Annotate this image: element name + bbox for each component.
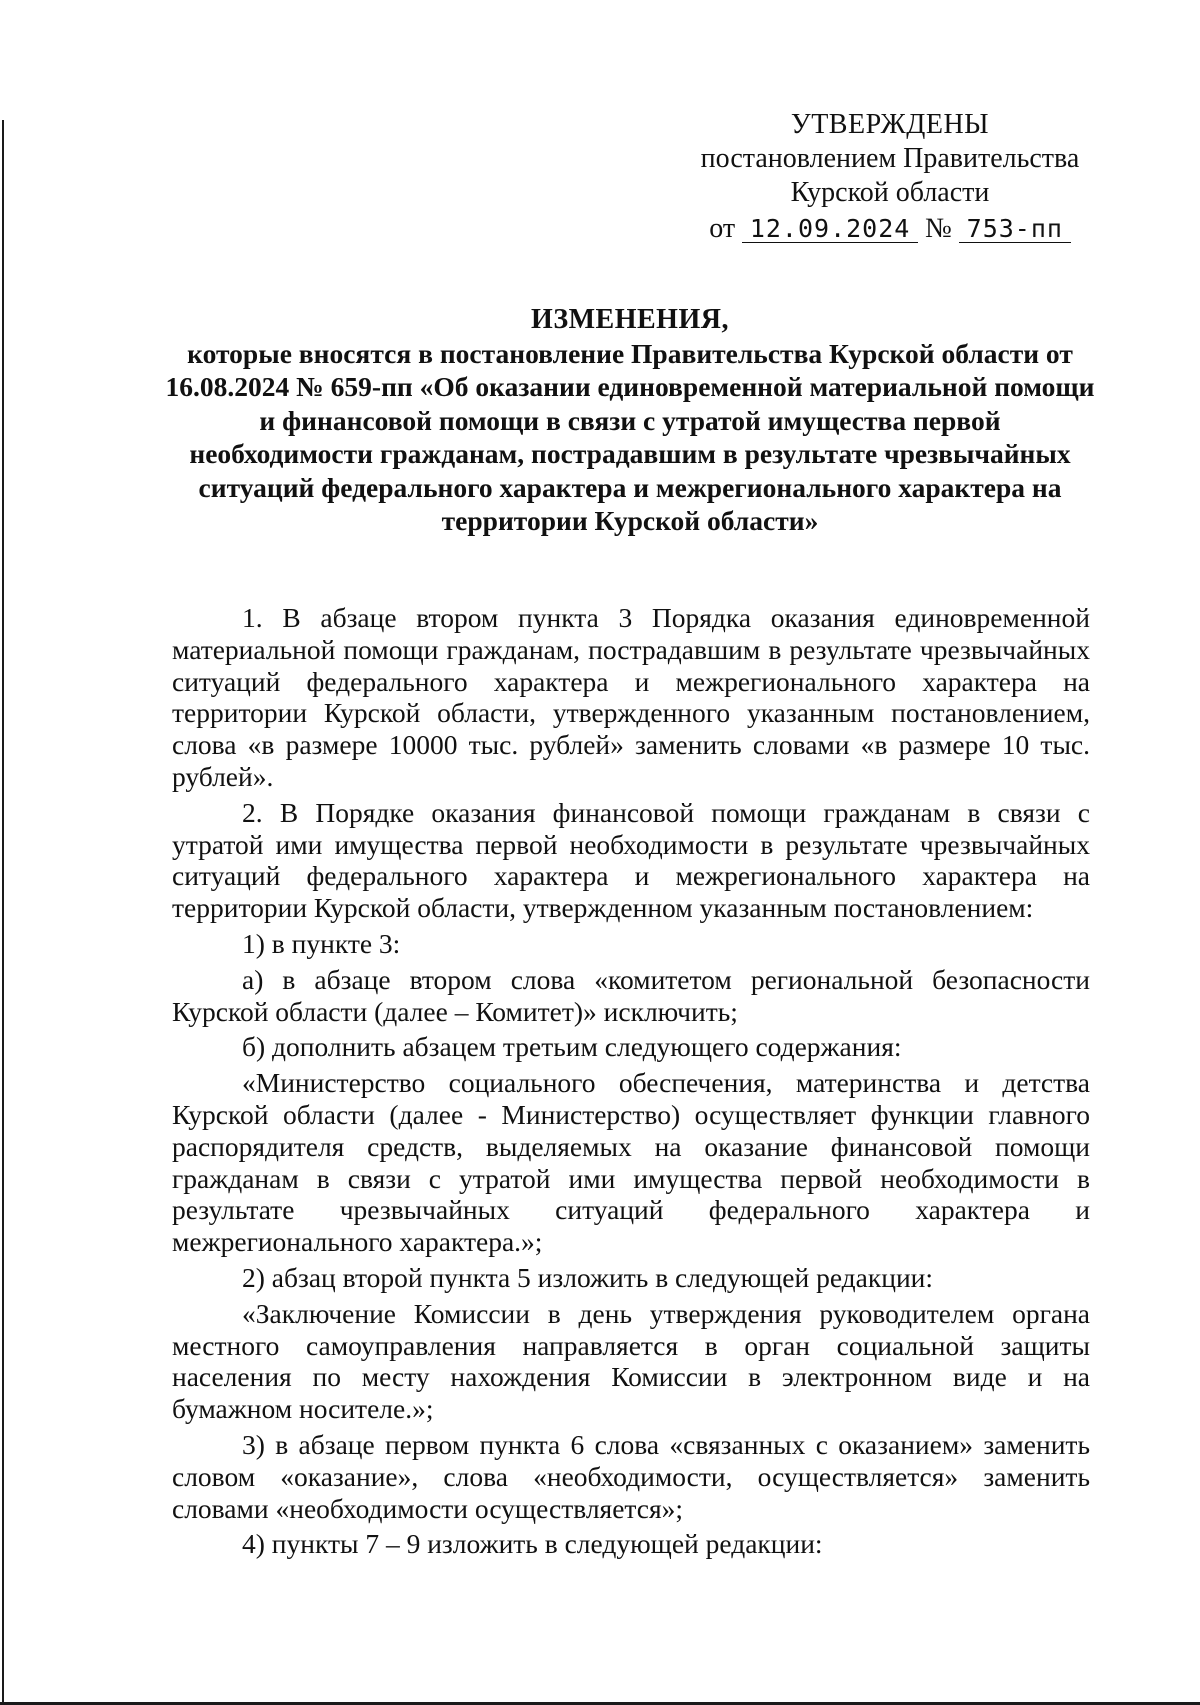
approval-block bbox=[660, 108, 1120, 246]
paragraph-7: 2) абзац второй пункта 5 изложить в следующей редакции: bbox=[242, 1261, 934, 1293]
approval-date: 12.09.2024 bbox=[742, 216, 918, 243]
paragraph-10: 4) пункты 7 – 9 изложить в следующей редакции: bbox=[242, 1528, 823, 1560]
paragraph-4: а) в абзаце втором слова «комитетом региональной безопасности Курской области (далее – Комитет)» исключить; bbox=[172, 963, 1090, 1027]
scan-edge-left bbox=[2, 120, 4, 1705]
approval-line-1: постановлением Правительства bbox=[700, 143, 1080, 174]
paragraph-5: б) дополнить абзацем третьим следующего содержания: bbox=[242, 1031, 902, 1063]
approval-number: 753-пп bbox=[959, 216, 1071, 243]
paragraph-1: 1. В абзаце втором пункта 3 Порядка оказания единовременной материальной помощи гражданам, пострадавшим в результате чрезвычайных ситуаций федерального характера и межрегионального характера на территории Курской области, утвержденного указанным постановлением, слова «в размере 10000 тыс. рублей» заменить словами «в размере 10 тыс. рублей». bbox=[172, 602, 1090, 792]
paragraph-2: 2. В Порядке оказания финансовой помощи гражданам в связи с утратой ими имущества первой необходимости в результате чрезвычайных ситуаций федерального характера и межрегионального характера на территории Курской области, утвержденном указанным постановлением: bbox=[172, 796, 1090, 924]
approval-date-line bbox=[660, 212, 1120, 246]
paragraph-6: «Министерство социального обеспечения, материнства и детства Курской области (далее - Министерство) осуществляет функции главного распорядителя средств, выделяемых на оказание финансовой помощи гражданам в связи с утратой ими имущества первой необходимости в результате чрезвычайных ситуаций федерального характера и межрегионального характера.»; bbox=[172, 1067, 1090, 1258]
date-prefix: от bbox=[709, 213, 736, 244]
paragraph-8: «Заключение Комиссии в день утверждения руководителем органа местного самоуправления направляется в орган социальной защиты населения по месту нахождения Комиссии в электронном виде и на бумажном носителе.»; bbox=[172, 1297, 1090, 1425]
document-heading bbox=[165, 303, 1095, 538]
number-prefix: № bbox=[925, 213, 952, 244]
paragraph-3: 1) в пункте 3: bbox=[242, 927, 401, 959]
paragraph-9: 3) в абзаце первом пункта 6 слова «связанных с оказанием» заменить словом «оказание», слова «необходимости, осуществляется» заменить словами «необходимости осуществляется»; bbox=[172, 1428, 1090, 1524]
approval-title: УТВЕРЖДЕНЫ bbox=[790, 109, 990, 140]
document-body bbox=[172, 602, 1090, 1560]
approval-line-2: Курской области bbox=[790, 177, 990, 208]
document-subtitle: которые вносятся в постановление Правительства Курской области от 16.08.2024 № 659-пп «Об оказании единовременной материальной помощи и финансовой помощи в связи с утратой имущества первой необходимости гражданам, пострадавшим в результате чрезвычайных ситуаций федерального характера и межрегионального характера на территории Курской области» bbox=[165, 337, 1095, 536]
document-title: ИЗМЕНЕНИЯ, bbox=[531, 304, 729, 335]
